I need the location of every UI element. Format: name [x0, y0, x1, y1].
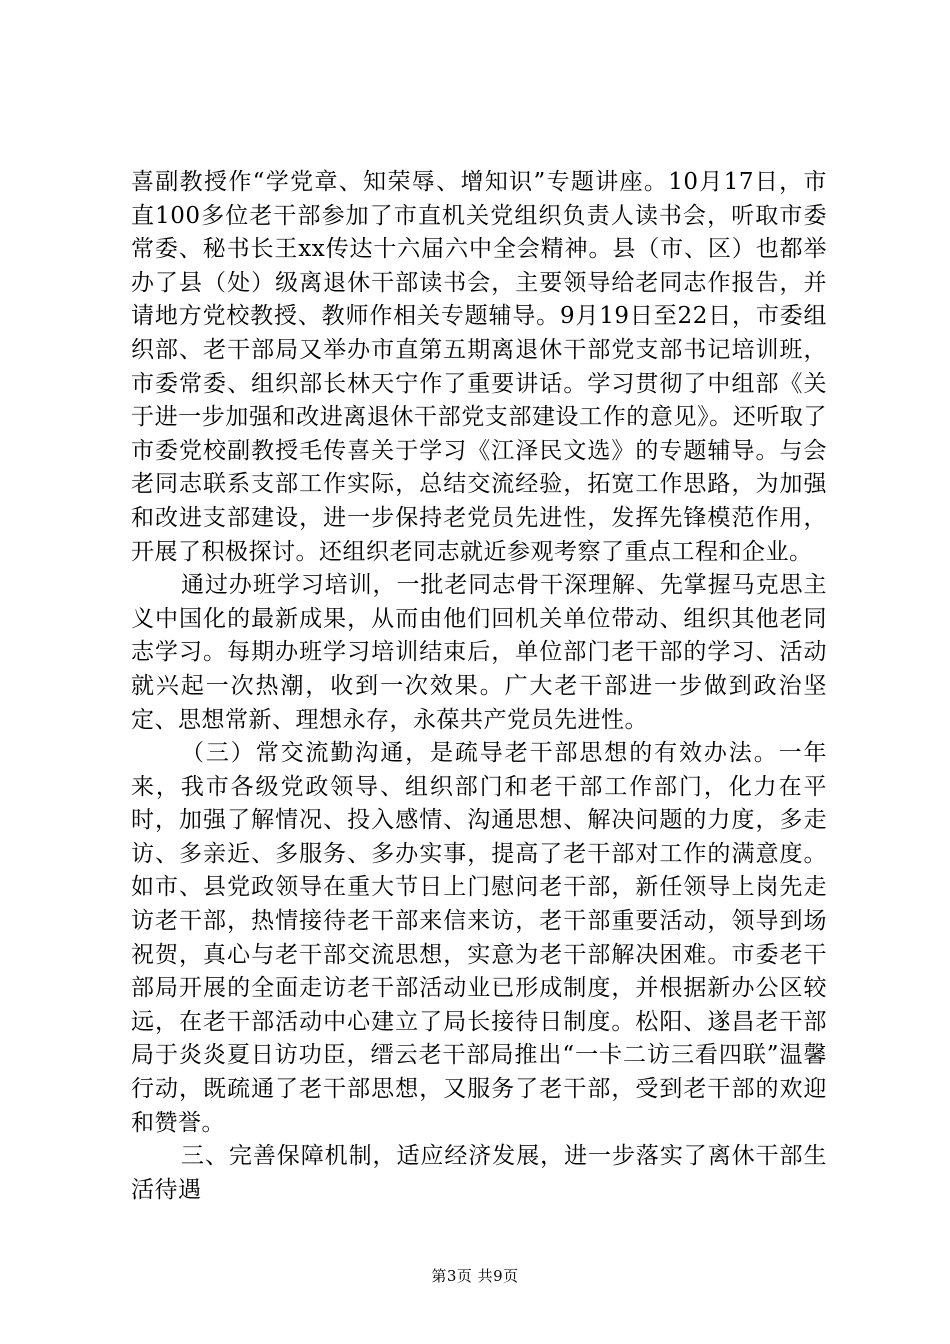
- document-body: [131, 166, 827, 1207]
- section-heading-3: 三、完善保障机制，适应经济发展，进一步落实了离休干部生活待遇: [131, 1143, 827, 1203]
- paragraph-2: 通过办班学习培训，一批老同志骨干深理解、先掌握马克思主义中国化的最新成果，从而由他们回机关单位带动、组织其他老同志学习。每期办班学习培训结束后，单位部门老干部的学习、活动就兴起一次热潮，收到一次效果。广大老干部进一步做到政治坚定、思想常新、理想永存，永葆共产党员先进性。: [131, 572, 827, 733]
- page-number-footer: 第3页 共9页: [431, 1267, 519, 1285]
- paragraph-1: 喜副教授作“学党章、知荣辱、增知识”专题讲座。10月17日，市直100多位老干部参加了市直机关党组织负责人读书会，听取市委常委、秘书长王xx传达十六届六中全会精神。县（市、区）也都举办了县（处）级离退休干部读书会，主要领导给老同志作报告，并请地方党校教授、教师作相关专题辅导。9月19日至22日，市委组织部、老干部局又举办市直第五期离退休干部党支部书记培训班，市委常委、组织部长林天宁作了重要讲话。学习贯彻了中组部《关于进一步加强和改进离退休干部党支部建设工作的意见》。还听取了市委党校副教授毛传喜关于学习《江泽民文选》的专题辅导。与会老同志联系支部工作实际，总结交流经验，拓宽工作思路，为加强和改进支部建设，进一步保持老党员先进性，发挥先锋模范作用，开展了积极探讨。还组织老同志就近参观考察了重点工程和企业。: [131, 169, 827, 565]
- paragraph-3: （三）常交流勤沟通，是疏导老干部思想的有效办法。一年来，我市各级党政领导、组织部门和老干部工作部门，化力在平时，加强了解情况、投入感情、沟通思想、解决问题的力度，多走访、多亲近、多服务、多办实事，提高了老干部对工作的满意度。如市、县党政领导在重大节日上门慰问老干部，新任领导上岗先走访老干部，热情接待老干部来信来访，老干部重要活动，领导到场祝贺，真心与老干部交流思想，实意为老干部解决困难。市委老干部局开展的全面走访老干部活动业已形成制度，并根据新办公区较远，在老干部活动中心建立了局长接待日制度。松阳、遂昌老干部局于炎炎夏日访功臣，缙云老干部局推出“一卡二访三看四联”温馨行动，既疏通了老干部思想，又服务了老干部，受到老干部的欢迎和赞誉。: [131, 740, 827, 1136]
